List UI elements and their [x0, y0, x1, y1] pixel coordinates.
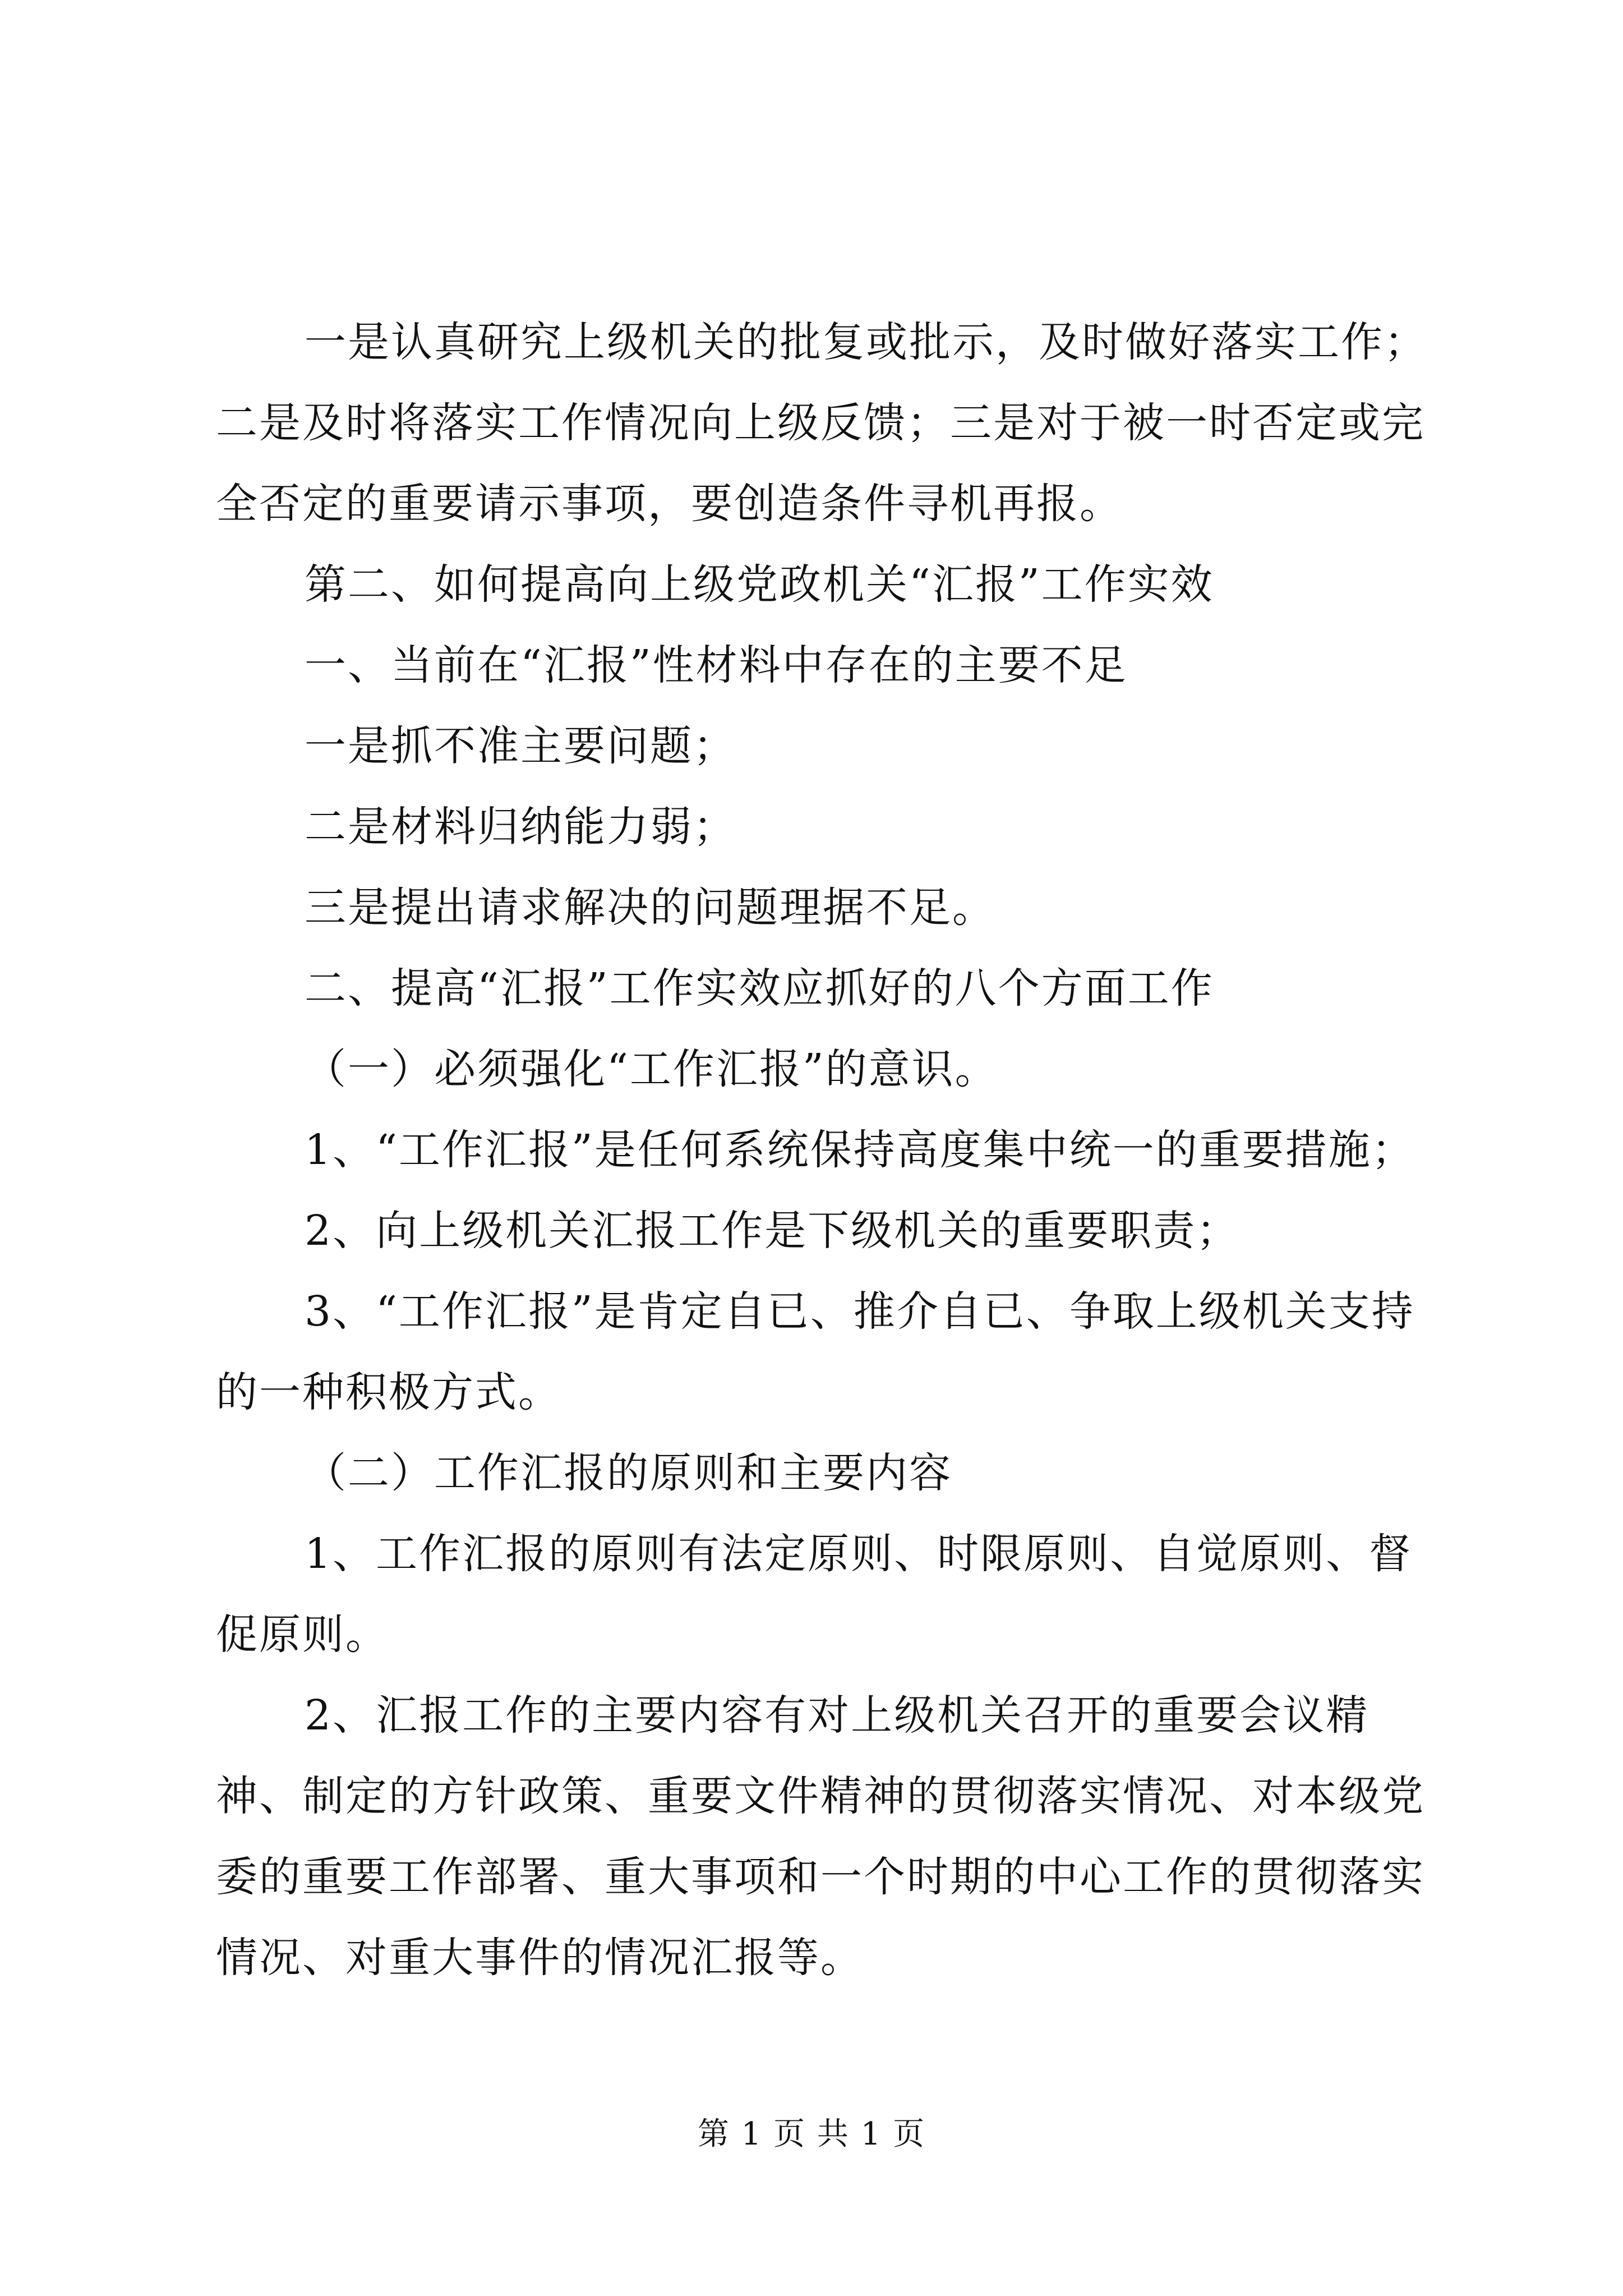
section-heading-part-two: 第二、如何提高向上级党政机关“汇报”工作实效 [305, 560, 1214, 609]
list-item-shortcoming-3: 三是提出请求解决的问题理据不足。 [305, 884, 995, 932]
list-item-shortcoming-1: 一是抓不准主要问题； [305, 722, 736, 770]
subheading-awareness: （一）必须强化“工作汇报”的意识。 [305, 1045, 998, 1093]
document-body [216, 302, 1427, 1998]
page-footer: 第 1 页 共 1 页 [697, 2116, 926, 2152]
list-item-principles-1: 1、工作汇报的原则有法定原则、时限原则、自觉原则、督促原则。 [216, 1530, 1413, 1659]
list-item-awareness-1: 1、“工作汇报”是任何系统保持高度集中统一的重要措施； [305, 1126, 1415, 1174]
subheading-shortcomings: 一、当前在“汇报”性材料中存在的主要不足 [305, 641, 1128, 689]
paragraph-follow-up-steps: 一是认真研究上级机关的批复或批示，及时做好落实工作；二是及时将落实工作情况向上级反馈；三是对于被一时否定或完全否定的重要请示事项，要创造条件寻机再报。 [216, 318, 1427, 528]
subheading-eight-aspects: 二、提高“汇报”工作实效应抓好的八个方面工作 [305, 964, 1214, 1013]
list-item-principles-2: 2、汇报工作的主要内容有对上级机关召开的重要会议精神、制定的方针政策、重要文件精神的贯彻落实情况、对本级党委的重要工作部署、重大事项和一个时期的中心工作的贯彻落实情况、对重大事件的情况汇报等。 [216, 1691, 1425, 1982]
list-item-awareness-3: 3、“工作汇报”是肯定自已、推介自已、争取上级机关支持的一种积极方式。 [216, 1287, 1415, 1416]
list-item-awareness-2: 2、向上级机关汇报工作是下级机关的重要职责； [305, 1207, 1240, 1255]
subheading-principles: （二）工作汇报的原则和主要内容 [305, 1449, 952, 1497]
list-item-shortcoming-2: 二是材料归纳能力弱； [305, 803, 736, 851]
